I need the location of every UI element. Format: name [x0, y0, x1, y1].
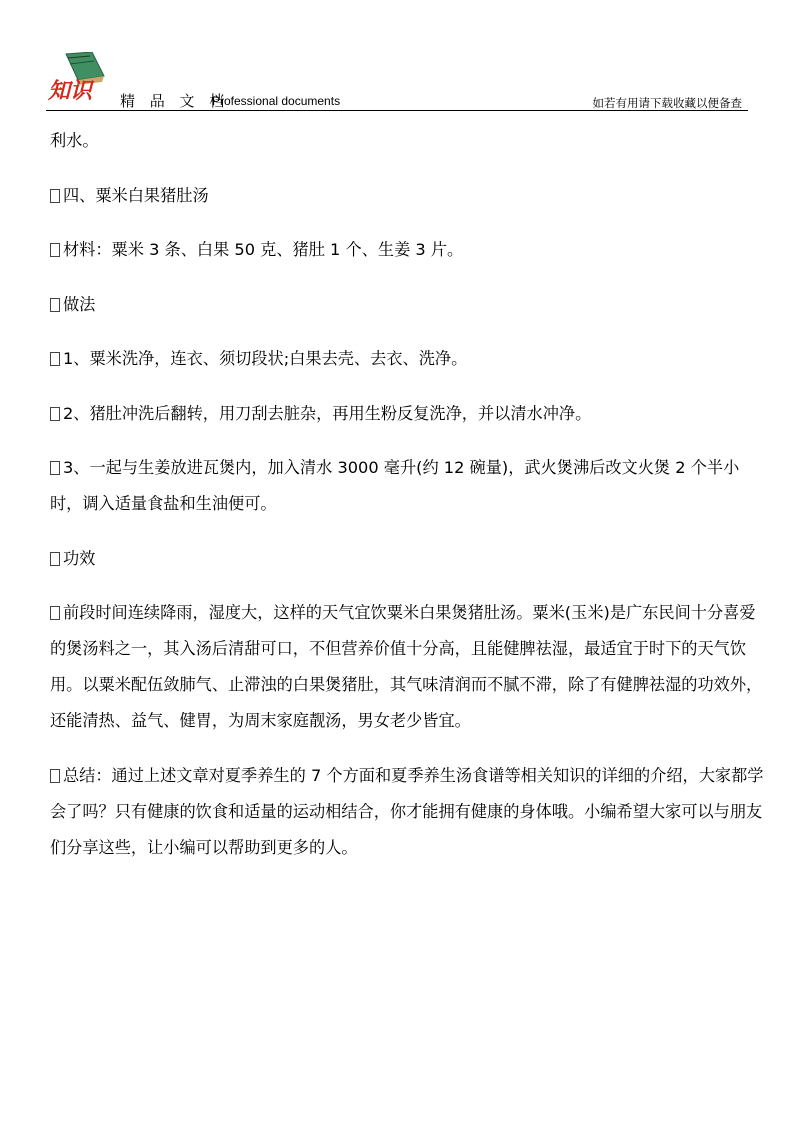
paragraph-text: 做法	[63, 294, 96, 314]
checkbox-square-icon	[50, 461, 60, 475]
paragraph-text: 1、粟米洗净，连衣、须切段状;白果去壳、去衣、洗净。	[63, 349, 468, 368]
paragraph-text: 四、粟米白果猪肚汤	[63, 185, 209, 205]
checkbox-square-icon	[50, 189, 60, 203]
header-title: 精 品 文 档	[120, 92, 230, 110]
paragraph	[50, 232, 770, 268]
header-subtitle: Professional documents	[212, 94, 341, 108]
checkbox-square-icon	[50, 352, 60, 366]
zhishi-logo-icon	[46, 52, 110, 104]
checkbox-square-icon	[50, 243, 60, 257]
paragraph-text: 2、猪肚冲洗后翻转，用刀刮去脏杂，再用生粉反复洗净，并以清水冲净。	[63, 403, 592, 423]
header-download-note: 如若有用请下载收藏以便备查	[592, 96, 742, 110]
paragraph	[50, 595, 770, 739]
section-heading	[50, 541, 770, 577]
paragraph-text: 前段时间连续降雨，湿度大，这样的天气宜饮粟米白果煲猪肚汤。粟米(玉米)是广东民间十分喜爱的煲汤料之一，其入汤后清甜可口，不但营养价值十分高，且能健脾祛湿，最适宜于时下的天气饮用。以粟米配伍敛肺气、止滞浊的白果煲猪肚，其气味清润而不腻不滞，除了有健脾祛湿的功效外，还能清热、益气、健胃，为周末家庭靓汤，男女老少皆宜。	[50, 603, 763, 730]
paragraph-text: 功效	[63, 548, 96, 568]
paragraph	[50, 450, 770, 522]
checkbox-square-icon	[50, 606, 60, 620]
header-divider	[46, 110, 748, 111]
section-heading	[50, 287, 770, 323]
checkbox-square-icon	[50, 769, 60, 783]
paragraph-text: 总结：通过上述文章对夏季养生的 7 个方面和夏季养生汤食谱等相关知识的详细的介绍，大家都学会了吗？只有健康的饮食和适量的运动相结合，你才能拥有健康的身体哦。小编希望大家可以与朋友们分享这些，让小编可以帮助到更多的人。	[50, 765, 764, 857]
paragraph	[50, 758, 770, 866]
section-heading	[50, 178, 770, 214]
checkbox-square-icon	[50, 552, 60, 566]
document-body	[50, 123, 770, 884]
paragraph-text: 材料：粟米 3 条、白果 50 克、猪肚 1 个、生姜 3 片。	[63, 240, 464, 259]
checkbox-square-icon	[50, 298, 60, 312]
paragraph-text: 3、一起与生姜放进瓦煲内，加入清水 3000 毫升(约 12 碗量)，武火煲沸后改文火煲 2 个半小时，调入适量食盐和生油便可。	[50, 458, 740, 513]
paragraph-text: 利水。	[50, 131, 99, 150]
page-header	[0, 0, 794, 112]
svg-text:知识: 知识	[48, 78, 93, 104]
paragraph	[50, 396, 770, 432]
paragraph	[50, 341, 770, 377]
checkbox-square-icon	[50, 407, 60, 421]
paragraph	[50, 123, 770, 159]
